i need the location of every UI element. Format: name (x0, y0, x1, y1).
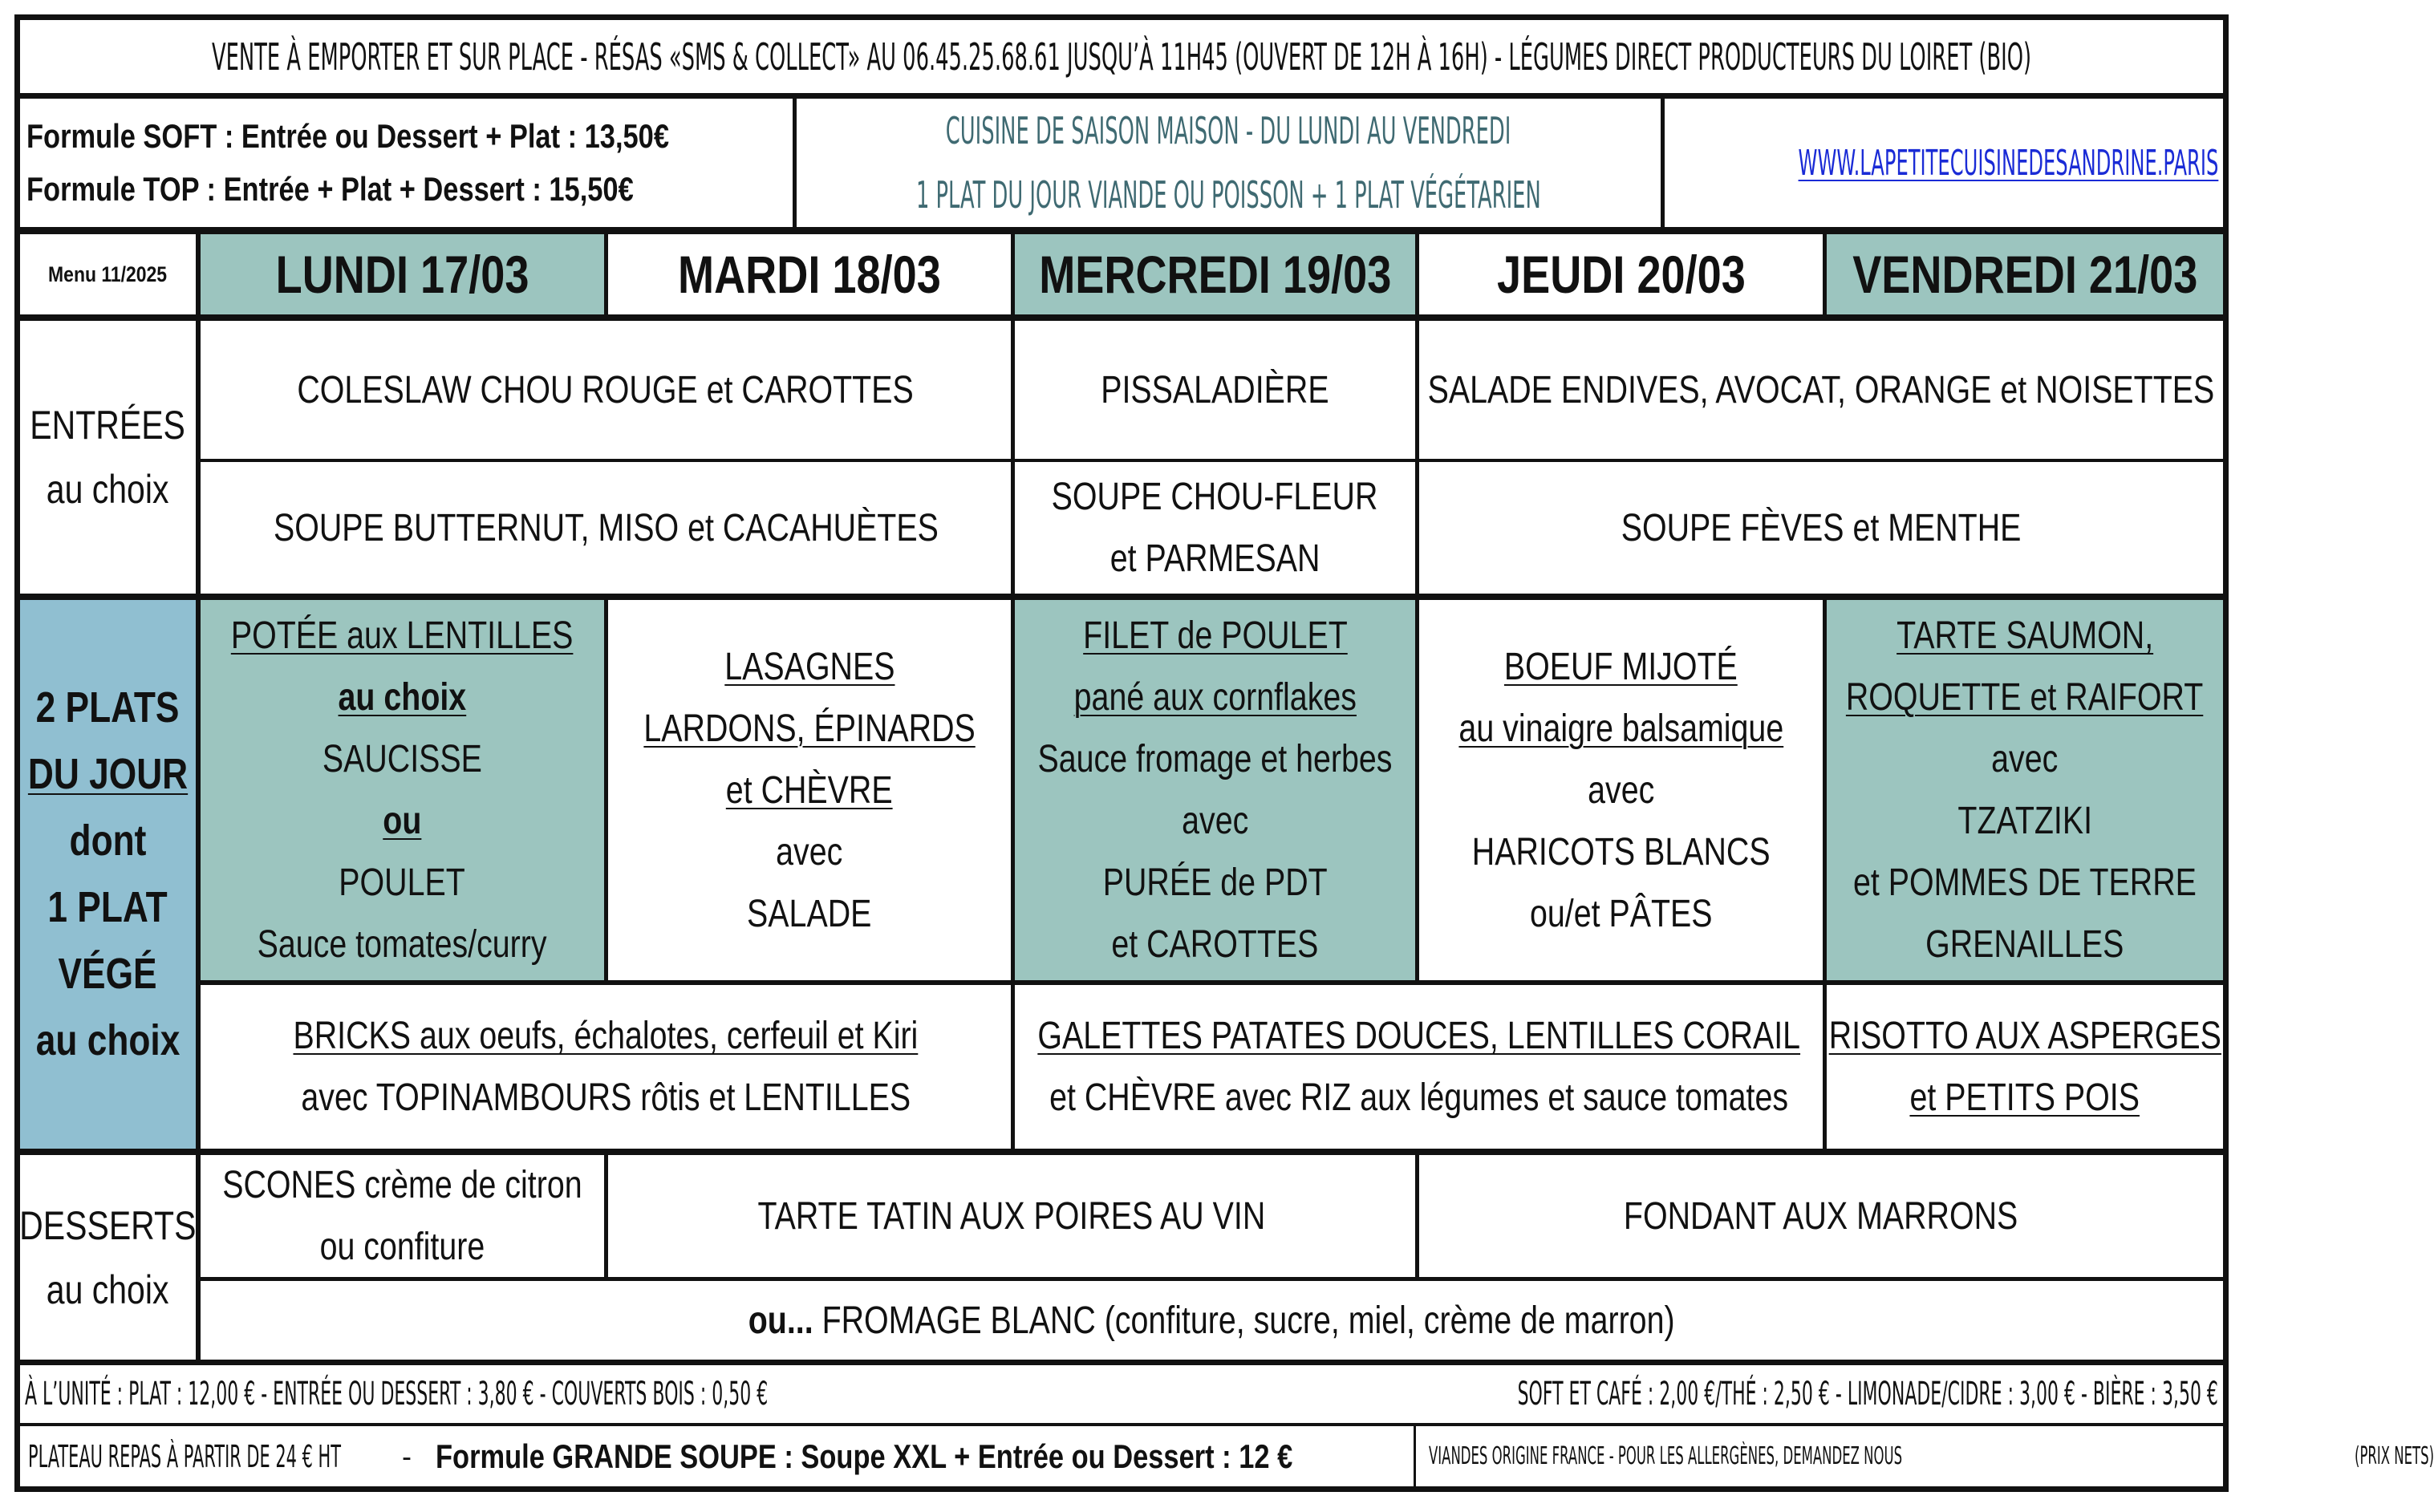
dessert-tarte-tatin (608, 1155, 1415, 1277)
grid-line (14, 227, 2229, 234)
plat-line: LARDONS, ÉPINARDS (643, 707, 976, 750)
vege-line: GALETTES PATATES DOUCES, LENTILLES CORAIL (1037, 1015, 1800, 1057)
day-label: MERCREDI 19/03 (1038, 245, 1392, 304)
plat-line: PURÉE de PDT (1102, 861, 1328, 904)
menu-number: Menu 11/2025 (48, 261, 168, 286)
entree-salade-endives (1419, 321, 2223, 459)
formule-top: Formule TOP : Entrée + Plat + Dessert : 15,50€ (26, 170, 634, 208)
plat-jeudi (1419, 600, 1823, 980)
plats-label-line: au choix (35, 1016, 181, 1064)
dessert-line: TARTE TATIN AUX POIRES AU VIN (757, 1194, 1266, 1238)
entree-text: SOUPE CHOU-FLEUR (1052, 476, 1378, 518)
cuisine-box (797, 99, 1661, 227)
grid-line (14, 93, 2229, 99)
footer-viandes-text: VIANDES ORIGINE FRANCE - POUR LES ALLERGÈNES, DEMANDEZ NOUS (1429, 1442, 1903, 1470)
plat-line: TARTE SAUMON, (1896, 614, 2154, 657)
grid-line (14, 594, 2229, 600)
day-header-lundi (201, 234, 604, 314)
vege-bricks (201, 985, 1011, 1149)
grid-line (14, 14, 2229, 20)
plat-line: ou/et PÂTES (1529, 892, 1713, 935)
entree-coleslaw (201, 321, 1011, 459)
plat-line: avec (776, 830, 843, 874)
footer-plateau-text: PLATEAU REPAS À PARTIR DE 24 € HT (28, 1438, 342, 1474)
day-header-vendredi (1827, 234, 2223, 314)
day-label: MARDI 18/03 (678, 245, 941, 304)
footer-boissons (1123, 1365, 2223, 1423)
plats-label (20, 600, 196, 1149)
entree-text: SOUPE FÈVES et MENTHE (1621, 506, 2022, 549)
vege-line: RISOTTO AUX ASPERGES (1828, 1015, 2221, 1057)
day-header-mercredi (1015, 234, 1415, 314)
plat-line: SAUCISSE (322, 738, 483, 780)
footer-unite (20, 1365, 1063, 1423)
vege-line: avec TOPINAMBOURS rôtis et LENTILLES (301, 1076, 911, 1119)
menu-number-cell (20, 234, 196, 314)
entrees-label (20, 321, 196, 594)
plat-line: au choix (338, 676, 467, 719)
footer-prix-nets: (PRIX NETS) (2354, 1442, 2434, 1470)
plat-line: POULET (339, 861, 466, 904)
plat-line: BOEUF MIJOTÉ (1504, 645, 1738, 688)
plat-line: ou (383, 800, 422, 842)
plats-label-line: 1 PLAT (47, 883, 168, 931)
entree-text: SOUPE BUTTERNUT, MISO et CACAHUÈTES (273, 506, 939, 549)
vege-line: BRICKS aux oeufs, échalotes, cerfeuil et Kiri (293, 1015, 919, 1057)
website-box (1665, 99, 2223, 227)
entree-text: et PARMESAN (1109, 537, 1320, 580)
grid-line (14, 314, 2229, 321)
dessert-fromage-text: FROMAGE BLANC (confiture, sucre, miel, crème de marron) (813, 1299, 1675, 1342)
dessert-line: FONDANT AUX MARRONS (1624, 1194, 2018, 1238)
plat-line: GRENAILLES (1925, 923, 2124, 966)
plat-line: et CAROTTES (1111, 923, 1319, 966)
footer-boissons-text: SOFT ET CAFÉ : 2,00 €/THÉ : 2,50 € - LIMONADE/CIDRE : 3,00 € - BIÈRE : 3,50 € (1517, 1376, 2218, 1413)
vege-risotto (1827, 985, 2223, 1149)
desserts-label-sub: au choix (47, 1267, 169, 1312)
banner (20, 20, 2223, 93)
dessert-fondant (1419, 1155, 2223, 1277)
footer-plateau (20, 1426, 1414, 1486)
plats-label-line: 2 PLATS (36, 683, 180, 732)
day-header-jeudi (1419, 234, 1823, 314)
plat-line: SALADE (747, 892, 872, 935)
vege-galettes (1015, 985, 1823, 1149)
plat-line: FILET de POULET (1082, 614, 1348, 657)
day-label: VENDREDI 21/03 (1852, 245, 2198, 304)
footer-unite-text: À L’UNITÉ : PLAT : 12,00 € - ENTRÉE OU DESSERT : 3,80 € - COUVERTS BOIS : 0,50 € (25, 1376, 769, 1413)
cuisine-line2: 1 PLAT DU JOUR VIANDE OU POISSON + 1 PLAT VÉGÉTARIEN (916, 173, 1541, 217)
entree-text: SALADE ENDIVES, AVOCAT, ORANGE et NOISETTES (1427, 368, 2215, 411)
entrees-label-sub: au choix (47, 467, 169, 512)
footer-grande-soupe: Formule GRANDE SOUPE : Soupe XXL + Entrée ou Dessert : 12 € (436, 1437, 1293, 1475)
plat-line: Sauce tomates/curry (258, 923, 547, 966)
cuisine-line1: CUISINE DE SAISON MAISON - DU LUNDI AU VENDREDI (946, 109, 1511, 152)
dessert-scones (201, 1155, 604, 1277)
plat-line: avec (1587, 768, 1655, 812)
entree-soupe-butternut (201, 462, 1011, 594)
day-label: JEUDI 20/03 (1496, 245, 1746, 304)
plat-line: et POMMES DE TERRE (1853, 861, 2197, 904)
plats-label-line: dont (69, 817, 147, 865)
entree-text: COLESLAW CHOU ROUGE et CAROTTES (297, 368, 915, 411)
plat-line: HARICOTS BLANCS (1471, 830, 1771, 874)
dessert-fromage-line (748, 1290, 1675, 1352)
desserts-label (20, 1155, 196, 1360)
footer-dash: - (402, 1439, 412, 1473)
plat-line: avec (1181, 800, 1249, 842)
day-label: LUNDI 17/03 (275, 245, 529, 304)
vege-line: et PETITS POIS (1909, 1076, 2140, 1119)
grid-line (2223, 14, 2229, 1492)
grid-line (14, 1486, 2229, 1492)
plat-line: Sauce fromage et herbes (1037, 738, 1393, 780)
entree-text: PISSALADIÈRE (1101, 368, 1329, 411)
vege-line: et CHÈVRE avec RIZ aux légumes et sauce tomates (1049, 1076, 1788, 1119)
plat-vendredi (1827, 600, 2223, 980)
plats-label-line: VÉGÉ (58, 950, 158, 998)
footer-viandes (1416, 1426, 2434, 1486)
plat-line: ROQUETTE et RAIFORT (1846, 676, 2204, 719)
plat-line: avec (1991, 738, 2059, 780)
formule-soft: Formule SOFT : Entrée ou Dessert + Plat : 13,50€ (26, 117, 669, 155)
plat-line: LASAGNES (724, 645, 895, 688)
banner-text: VENTE À EMPORTER ET SUR PLACE - RÉSAS «SMS & COLLECT» AU 06.45.25.68.61 JUSQU’À 11H45 (OUVERT DE 12H À 16H) - LÉGUMES DIRECT PRODUCTEURS DU LOIRET (BIO) (211, 34, 2032, 79)
dessert-fromage-blanc (201, 1281, 2223, 1360)
entree-soupe-feves (1419, 462, 2223, 594)
day-header-mardi (608, 234, 1011, 314)
plats-label-line: DU JOUR (27, 750, 189, 798)
formules-box (20, 99, 793, 227)
dessert-fromage-prefix: ou... (748, 1299, 813, 1342)
desserts-label-title: DESSERTS (19, 1202, 197, 1248)
dessert-line: SCONES crème de citron (222, 1164, 582, 1206)
plat-lundi (201, 600, 604, 980)
website-link[interactable]: WWW.LAPETITECUISINEDESANDRINE.PARIS (1798, 142, 2218, 184)
dessert-line: ou confiture (319, 1226, 485, 1268)
plat-mardi (608, 600, 1011, 980)
plat-line: pané aux cornflakes (1073, 676, 1357, 719)
plat-line: POTÉE aux LENTILLES (231, 614, 574, 657)
plat-line: TZATZIKI (1957, 800, 2092, 842)
grid-line (14, 1360, 2229, 1365)
entree-pissaladiere (1015, 321, 1415, 459)
entree-soupe-chou-fleur (1015, 462, 1415, 594)
grid-line (14, 14, 20, 1492)
entrees-label-title: ENTRÉES (30, 403, 186, 448)
plat-line: et CHÈVRE (726, 768, 893, 812)
plat-mercredi (1015, 600, 1415, 980)
plat-line: au vinaigre balsamique (1458, 707, 1783, 750)
